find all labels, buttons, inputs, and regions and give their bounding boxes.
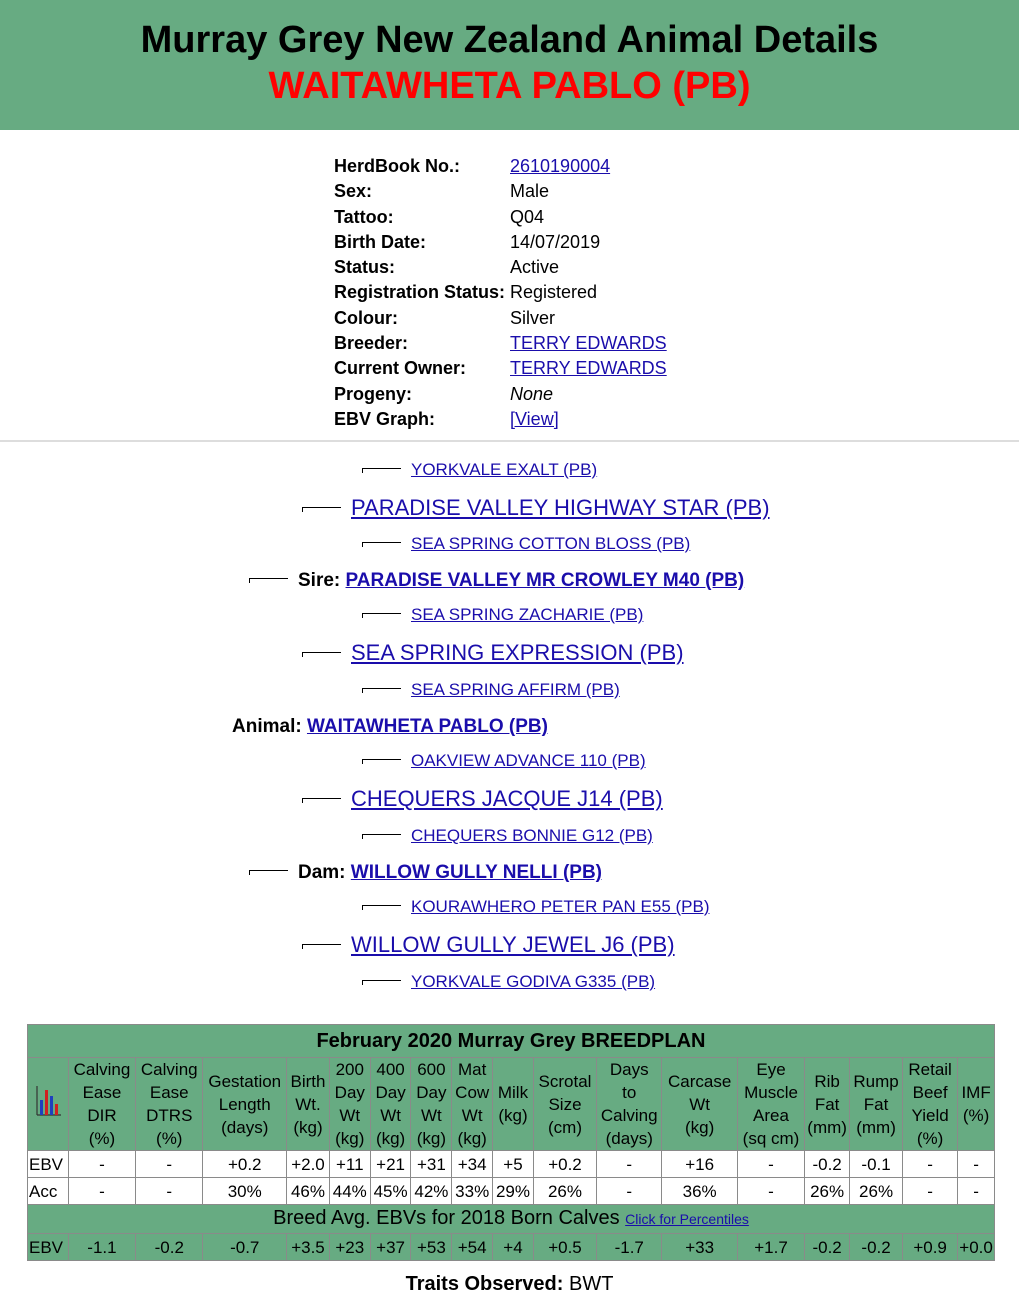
ebv-column-header-line: Muscle bbox=[744, 1083, 798, 1102]
ebv-column-header bbox=[411, 1058, 452, 1151]
pedigree-link[interactable]: PARADISE VALLEY HIGHWAY STAR (PB) bbox=[351, 495, 770, 520]
acc-value-cell: - bbox=[903, 1178, 958, 1205]
pedigree-link[interactable]: YORKVALE EXALT (PB) bbox=[411, 460, 598, 479]
ebv-column-header bbox=[597, 1058, 662, 1151]
detail-row-sex bbox=[332, 179, 669, 204]
pedigree-dam-dam-dam bbox=[362, 972, 655, 992]
pedigree-link[interactable]: CHEQUERS BONNIE G12 (PB) bbox=[411, 826, 653, 845]
registration-label: Registration Status: bbox=[334, 282, 506, 303]
acc-value-cell: 46% bbox=[287, 1178, 330, 1205]
ebv-column-header-line: Calving bbox=[73, 1060, 131, 1079]
sire-link[interactable]: PARADISE VALLEY MR CROWLEY M40 (PB) bbox=[345, 570, 745, 591]
pedigree-line bbox=[362, 468, 401, 473]
pedigree-line bbox=[362, 980, 401, 985]
breed-avg-value-cell: +37 bbox=[370, 1234, 411, 1261]
ebv-column-header-line: Milk bbox=[497, 1083, 529, 1102]
ebv-column-header bbox=[533, 1058, 596, 1151]
ebv-column-header-line: Calving bbox=[600, 1106, 658, 1125]
progeny-value: None bbox=[510, 383, 554, 404]
page-title: Murray Grey New Zealand Animal Details bbox=[140, 19, 879, 61]
ebv-column-header-line: Beef bbox=[912, 1083, 948, 1102]
ebv-value-cell: -0.2 bbox=[805, 1151, 850, 1178]
ebv-column-header bbox=[662, 1058, 737, 1151]
acc-values-row bbox=[28, 1178, 995, 1205]
ebv-value-cell: - bbox=[903, 1151, 958, 1178]
breeder-link[interactable]: TERRY EDWARDS bbox=[510, 333, 667, 354]
ebv-column-header-line: 400 bbox=[376, 1060, 405, 1079]
pedigree-line bbox=[249, 870, 288, 875]
pedigree-line bbox=[362, 905, 401, 910]
ebv-column-header bbox=[68, 1058, 135, 1151]
breed-avg-value-cell: +3.5 bbox=[287, 1234, 330, 1261]
pedigree-dam bbox=[249, 862, 602, 884]
breed-avg-value-cell: -1.1 bbox=[68, 1234, 135, 1261]
birth-date-value: 14/07/2019 bbox=[510, 231, 601, 252]
dam-link[interactable]: WILLOW GULLY NELLI (PB) bbox=[350, 862, 602, 883]
breed-avg-values-row bbox=[28, 1234, 995, 1261]
ebv-column-header-line: Ease bbox=[82, 1083, 122, 1102]
ebv-graph-label: EBV Graph: bbox=[334, 408, 436, 429]
acc-value-cell: 44% bbox=[329, 1178, 370, 1205]
ebv-column-header-line: Ease bbox=[149, 1083, 189, 1102]
ebv-column-header-line: Wt bbox=[339, 1106, 361, 1125]
ebv-column-header-line: Days bbox=[609, 1060, 649, 1079]
acc-value-cell: 29% bbox=[493, 1178, 534, 1205]
detail-row-breeder bbox=[332, 331, 669, 356]
ebv-column-header-line: (cm) bbox=[548, 1117, 582, 1137]
animal-label: Animal: bbox=[232, 716, 302, 737]
breed-avg-title-cell bbox=[28, 1205, 995, 1234]
ebv-column-header-line: 200 bbox=[335, 1060, 364, 1079]
birth-date-label: Birth Date: bbox=[334, 231, 427, 252]
ebv-column-header bbox=[370, 1058, 411, 1151]
avg-row-label: EBV bbox=[28, 1234, 69, 1261]
breed-avg-value-cell: +23 bbox=[329, 1234, 370, 1261]
ebv-column-header-line: (days) bbox=[221, 1117, 269, 1137]
status-value: Active bbox=[510, 257, 560, 278]
percentiles-link[interactable]: Click for Percentiles bbox=[625, 1211, 749, 1227]
pedigree-sire-dam bbox=[302, 640, 684, 666]
ebv-column-header-line: Carcase bbox=[667, 1071, 732, 1091]
breed-avg-value-cell: +1.7 bbox=[737, 1234, 804, 1261]
ebv-column-header-line: Cow bbox=[455, 1083, 490, 1102]
ebv-column-header-line: (mm) bbox=[807, 1117, 847, 1137]
ebv-column-header bbox=[203, 1058, 287, 1151]
pedigree-sire-dam-dam bbox=[362, 680, 620, 700]
pedigree-dam-sire-dam bbox=[362, 826, 653, 846]
divider bbox=[0, 440, 1019, 442]
ebv-column-header-line: Fat bbox=[814, 1094, 840, 1114]
ebv-value-cell: - bbox=[737, 1151, 804, 1178]
ebv-column-header-line: Yield bbox=[911, 1106, 949, 1125]
tattoo-value: Q04 bbox=[510, 206, 545, 227]
ebv-value-cell: - bbox=[68, 1151, 135, 1178]
ebv-header-row bbox=[28, 1058, 995, 1151]
ebv-column-header bbox=[287, 1058, 330, 1151]
ebv-column-header-line: Mat bbox=[458, 1060, 487, 1079]
detail-row-birth bbox=[332, 230, 669, 255]
breed-avg-value-cell: -0.7 bbox=[203, 1234, 287, 1261]
detail-row-ebv-graph bbox=[332, 407, 669, 432]
animal-link[interactable]: WAITAWHETA PABLO (PB) bbox=[306, 716, 548, 737]
detail-row-colour bbox=[332, 306, 669, 331]
registration-value: Registered bbox=[510, 282, 598, 303]
pedigree-line bbox=[362, 542, 401, 547]
detail-row-status bbox=[332, 255, 669, 280]
breed-avg-value-cell: -1.7 bbox=[597, 1234, 662, 1261]
acc-value-cell: - bbox=[68, 1178, 135, 1205]
ebv-column-header bbox=[958, 1058, 995, 1151]
acc-value-cell: 26% bbox=[533, 1178, 596, 1205]
ebv-column-header-line: (%) bbox=[88, 1129, 116, 1148]
pedigree-line bbox=[362, 688, 401, 693]
pedigree-link[interactable]: SEA SPRING EXPRESSION (PB) bbox=[351, 640, 684, 665]
ebv-column-header-line: (kg) bbox=[375, 1129, 406, 1148]
owner-label: Current Owner: bbox=[334, 358, 467, 379]
ebv-column-header-line: Day bbox=[334, 1083, 365, 1102]
ebv-column-header bbox=[493, 1058, 534, 1151]
animal-details-table bbox=[332, 154, 669, 432]
traits-observed bbox=[0, 1273, 1019, 1296]
sire-label: Sire: bbox=[298, 570, 341, 591]
breed-avg-value-cell: +0.0 bbox=[958, 1234, 995, 1261]
pedigree-link[interactable]: KOURAWHERO PETER PAN E55 (PB) bbox=[411, 897, 710, 916]
breed-avg-value-cell: +53 bbox=[411, 1234, 452, 1261]
breed-avg-value-cell: +0.5 bbox=[533, 1234, 596, 1261]
bar-chart-icon[interactable] bbox=[34, 1084, 62, 1118]
tattoo-label: Tattoo: bbox=[334, 206, 394, 227]
pedigree-line bbox=[362, 834, 401, 839]
ebv-column-header-line: Eye bbox=[756, 1060, 786, 1079]
ebv-column-header-line: Rib bbox=[814, 1071, 840, 1091]
ebv-value-cell: +31 bbox=[411, 1151, 452, 1178]
colour-label: Colour: bbox=[334, 307, 398, 328]
ebv-header-icon-cell bbox=[28, 1058, 69, 1151]
sex-value: Male bbox=[510, 181, 550, 202]
acc-value-cell: 33% bbox=[452, 1178, 493, 1205]
ebv-column-header-line: IMF bbox=[961, 1083, 991, 1102]
dam-label: Dam: bbox=[298, 862, 346, 883]
pedigree-dam-sire bbox=[302, 786, 663, 812]
acc-value-cell: 30% bbox=[203, 1178, 287, 1205]
ebv-column-header-line: Scrotal bbox=[538, 1071, 592, 1091]
pedigree-sire-sire bbox=[302, 495, 770, 521]
ebv-column-header-line: (%) bbox=[156, 1129, 183, 1148]
ebv-column-header-line: Wt bbox=[380, 1106, 401, 1125]
acc-value-cell: 26% bbox=[805, 1178, 850, 1205]
pedigree-line bbox=[249, 578, 288, 583]
ebv-value-cell: +5 bbox=[493, 1151, 534, 1178]
ebv-column-header-line: (kg) bbox=[684, 1117, 715, 1137]
ebv-column-header-line: Size bbox=[548, 1094, 582, 1114]
ebv-column-header bbox=[737, 1058, 804, 1151]
pedigree-line bbox=[362, 759, 401, 764]
ebv-column-header-line: to bbox=[622, 1083, 637, 1102]
traits-observed-label: Traits Observed: bbox=[405, 1273, 564, 1295]
ebv-column-header-line: 600 bbox=[417, 1060, 446, 1079]
ebv-column-header bbox=[850, 1058, 903, 1151]
pedigree-link[interactable]: SEA SPRING ZACHARIE (PB) bbox=[411, 605, 644, 624]
pedigree-sire-sire-sire bbox=[362, 460, 597, 480]
ebv-column-header bbox=[805, 1058, 850, 1151]
ebv-column-header-line: (kg) bbox=[457, 1129, 487, 1148]
breed-avg-value-cell: -0.2 bbox=[136, 1234, 203, 1261]
breed-avg-title-row bbox=[28, 1205, 995, 1234]
ebv-title: February 2020 Murray Grey BREEDPLAN bbox=[28, 1025, 995, 1058]
colour-value: Silver bbox=[510, 307, 556, 328]
ebv-column-header bbox=[452, 1058, 493, 1151]
ebv-value-cell: - bbox=[958, 1151, 995, 1178]
ebv-column-header-line: Length bbox=[218, 1094, 271, 1114]
herdbook-label: HerdBook No.: bbox=[334, 156, 460, 176]
acc-value-cell: - bbox=[958, 1178, 995, 1205]
acc-row-label: Acc bbox=[28, 1178, 69, 1205]
ebv-column-header-line: (kg) bbox=[293, 1117, 323, 1137]
breeder-label: Breeder: bbox=[334, 333, 409, 354]
pedigree-sire-dam-sire bbox=[362, 605, 643, 625]
owner-link[interactable]: TERRY EDWARDS bbox=[510, 358, 667, 379]
breed-avg-value-cell: +4 bbox=[493, 1234, 534, 1261]
ebv-column-header-line: Day bbox=[416, 1083, 447, 1102]
breed-avg-value-cell: +54 bbox=[452, 1234, 493, 1261]
pedigree-link[interactable]: OAKVIEW ADVANCE 110 (PB) bbox=[411, 751, 646, 770]
breed-avg-value-cell: -0.2 bbox=[850, 1234, 903, 1261]
ebv-column-header-line: (%) bbox=[916, 1129, 944, 1148]
herdbook-link[interactable]: 2610190004 bbox=[510, 156, 611, 176]
detail-row-registration bbox=[332, 280, 669, 305]
pedigree-link[interactable]: WILLOW GULLY JEWEL J6 (PB) bbox=[351, 932, 675, 957]
ebv-graph-link[interactable]: [View] bbox=[510, 408, 559, 429]
ebv-value-cell: +21 bbox=[370, 1151, 411, 1178]
acc-value-cell: 26% bbox=[850, 1178, 903, 1205]
pedigree-sire bbox=[249, 570, 744, 592]
detail-row-progeny bbox=[332, 382, 669, 407]
ebv-value-cell: +16 bbox=[662, 1151, 737, 1178]
breed-avg-value-cell: -0.2 bbox=[805, 1234, 850, 1261]
ebv-column-header-line: (mm) bbox=[856, 1117, 896, 1137]
pedigree-line bbox=[302, 798, 341, 803]
ebv-value-cell: - bbox=[597, 1151, 662, 1178]
progeny-label: Progeny: bbox=[334, 383, 413, 404]
acc-value-cell: - bbox=[737, 1178, 804, 1205]
ebv-values-row bbox=[28, 1151, 995, 1178]
ebv-column-header-line: Gestation bbox=[208, 1071, 282, 1091]
ebv-column-header-line: (kg) bbox=[335, 1129, 365, 1148]
ebv-column-header-line: Wt bbox=[689, 1094, 711, 1114]
ebv-column-header bbox=[329, 1058, 370, 1151]
ebv-column-header-line: DIR bbox=[87, 1106, 117, 1125]
ebv-column-header-line: Retail bbox=[908, 1060, 952, 1079]
ebv-column-header-line: Birth bbox=[290, 1071, 326, 1091]
ebv-value-cell: +0.2 bbox=[533, 1151, 596, 1178]
traits-observed-value: BWT bbox=[568, 1273, 614, 1295]
detail-row-tattoo bbox=[332, 205, 669, 230]
ebv-column-header-line: Fat bbox=[863, 1094, 889, 1114]
pedigree-dam-sire-sire bbox=[362, 751, 646, 771]
acc-value-cell: 45% bbox=[370, 1178, 411, 1205]
ebv-column-header-line: Area bbox=[753, 1106, 789, 1125]
ebv-column-header-line: (%) bbox=[962, 1106, 990, 1125]
ebv-value-cell: +34 bbox=[452, 1151, 493, 1178]
ebv-column-header-line: Day bbox=[375, 1083, 406, 1102]
pedigree-animal bbox=[232, 716, 548, 738]
breed-avg-value-cell: +0.9 bbox=[903, 1234, 958, 1261]
ebv-column-header bbox=[903, 1058, 958, 1151]
ebv-title-row bbox=[28, 1025, 995, 1058]
detail-row-owner bbox=[332, 356, 669, 381]
ebv-column-header-line: (kg) bbox=[416, 1129, 447, 1148]
breed-avg-value-cell: +33 bbox=[662, 1234, 737, 1261]
ebv-column-header-line: Wt bbox=[461, 1106, 483, 1125]
pedigree-link[interactable]: SEA SPRING COTTON BLOSS (PB) bbox=[411, 534, 691, 553]
pedigree-link[interactable]: SEA SPRING AFFIRM (PB) bbox=[411, 680, 620, 699]
ebv-column-header-line: Rump bbox=[853, 1071, 899, 1091]
pedigree-line bbox=[362, 613, 401, 618]
ebv-column-header-line: Calving bbox=[140, 1060, 198, 1079]
pedigree-line bbox=[302, 652, 341, 657]
ebv-column-header-line: (days) bbox=[605, 1129, 653, 1148]
acc-value-cell: - bbox=[597, 1178, 662, 1205]
page-header bbox=[0, 0, 1019, 130]
acc-value-cell: - bbox=[136, 1178, 203, 1205]
status-label: Status: bbox=[334, 257, 396, 278]
ebv-value-cell: - bbox=[136, 1151, 203, 1178]
ebv-column-header-line: Wt. bbox=[295, 1094, 321, 1114]
ebv-table bbox=[27, 1024, 995, 1261]
acc-value-cell: 42% bbox=[411, 1178, 452, 1205]
pedigree-link[interactable]: YORKVALE GODIVA G335 (PB) bbox=[411, 972, 656, 991]
ebv-column-header bbox=[136, 1058, 203, 1151]
ebv-value-cell: +11 bbox=[329, 1151, 370, 1178]
ebv-column-header-line: (kg) bbox=[498, 1106, 528, 1125]
pedigree-dam-dam-sire bbox=[362, 897, 710, 917]
animal-name-title: WAITAWHETA PABLO (PB) bbox=[268, 65, 751, 107]
breed-avg-title: Breed Avg. EBVs for 2018 Born Calves bbox=[273, 1207, 620, 1229]
ebv-column-header-line: Wt bbox=[420, 1106, 442, 1125]
ebv-column-header-line: (sq cm) bbox=[742, 1129, 800, 1148]
detail-row-herdbook bbox=[332, 154, 669, 179]
acc-value-cell: 36% bbox=[662, 1178, 737, 1205]
pedigree-dam-dam bbox=[302, 932, 675, 958]
pedigree-line bbox=[302, 944, 341, 949]
ebv-value-cell: +2.0 bbox=[287, 1151, 330, 1178]
sex-label: Sex: bbox=[334, 181, 373, 202]
ebv-row-label: EBV bbox=[28, 1151, 69, 1178]
ebv-value-cell: +0.2 bbox=[203, 1151, 287, 1178]
pedigree-line bbox=[302, 507, 341, 512]
ebv-column-header-line: DTRS bbox=[146, 1106, 193, 1125]
pedigree-link[interactable]: CHEQUERS JACQUE J14 (PB) bbox=[351, 786, 663, 811]
pedigree-sire-sire-dam bbox=[362, 534, 690, 554]
ebv-value-cell: -0.1 bbox=[850, 1151, 903, 1178]
